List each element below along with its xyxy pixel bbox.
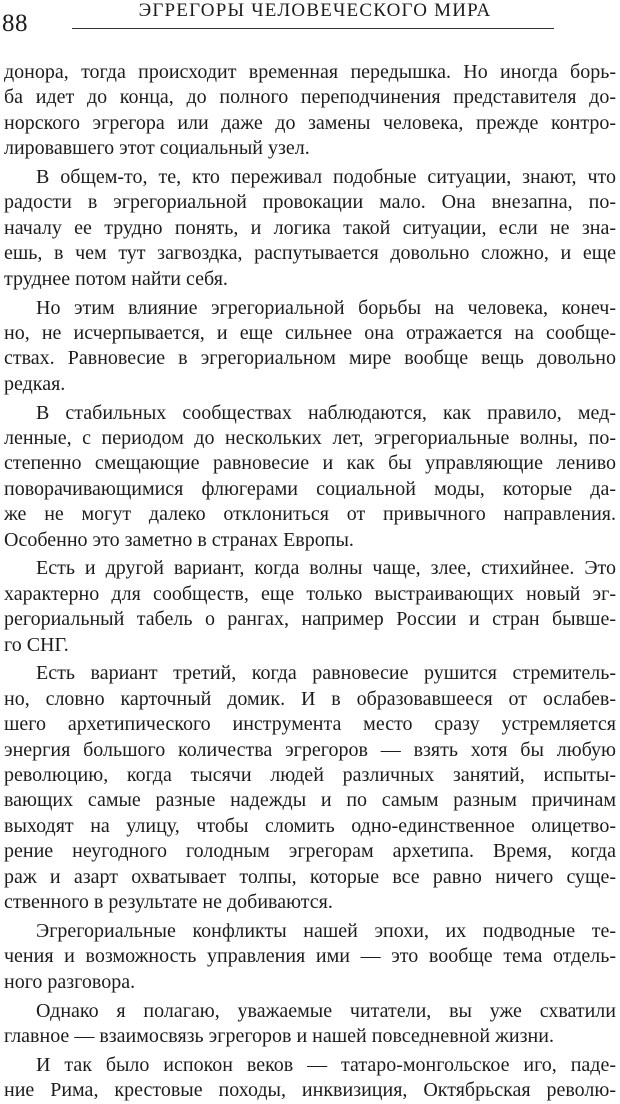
text-line: раж и азарт охватывает толпы, которые все равно ничего суще- (4, 865, 616, 888)
text-line: рение неугодного голодным эгрегорам архетипа. Время, когда (4, 840, 616, 863)
text-line: регориальный табель о рангах, например России и стран бывше- (4, 608, 616, 631)
text-line: ного разговора. (4, 970, 136, 993)
text-line: Однако я полагаю, уважаемые читатели, вы уже схватили (36, 999, 616, 1022)
text-line: В стабильных сообществах наблюдаются, как правило, мед- (36, 401, 616, 424)
text-line: же не могут далеко отклониться от привычного направления. (4, 503, 616, 526)
text-line: труднее потом найти себя. (4, 267, 228, 290)
text-line: но, словно карточный домик. И в образовавшееся от ослабев- (4, 687, 616, 710)
text-line: началу ее трудно понять, и логика такой ситуации, если не зна- (4, 216, 616, 239)
text-line: Есть вариант третий, когда равновесие рушится стремитель- (36, 662, 616, 685)
text-line: главное — взаимосвязь эгрегоров и нашей повседневной жизни. (4, 1024, 554, 1047)
paragraph (4, 556, 616, 658)
header-rule (72, 28, 554, 29)
text-line: степенно смещающие равновесие и как бы управляющие лениво (4, 452, 616, 475)
paragraph (4, 661, 616, 915)
text-body (4, 60, 616, 1104)
text-line: Но этим влияние эгрегориальной борьбы на человека, конеч- (36, 296, 616, 319)
text-line: Особенно это заметно в странах Европы. (4, 528, 354, 551)
text-line: поворачивающимися флюгерами социальной моды, которые да- (4, 477, 616, 500)
text-line: донора, тогда происходит временная передышка. Но иногда борь- (4, 61, 616, 83)
text-line: шего архетипического инструмента место сразу устремляется (4, 713, 616, 736)
text-line: В общем-то, те, кто переживал подобные ситуации, знают, что (36, 166, 616, 189)
page-header (0, 0, 620, 40)
paragraph (4, 401, 616, 553)
text-line: ба идет до конца, до полного переподчинения представителя до- (4, 86, 616, 109)
text-line: выходят на улицу, чтобы сломить одно-единственное олицетво- (4, 814, 616, 837)
paragraph (4, 919, 616, 995)
text-line: ешь, в чем тут загвоздка, распутывается довольно сложно, и еще (4, 242, 616, 265)
text-line: Есть и другой вариант, когда волны чаще, злее, стихийнее. Это (36, 557, 616, 580)
text-line: лировавшего этот социальный узел. (4, 137, 310, 160)
text-line: ственного в результате не добиваются. (4, 891, 333, 913)
paragraph (4, 1053, 616, 1104)
text-line: радости в эгрегориальной провокации мало. Она внезапна, по- (4, 191, 616, 214)
text-line: Эгрегориальные конфликты нашей эпохи, их подводные те- (36, 919, 616, 942)
text-line: характерно для сообществ, еще только выстраивающих новый эг- (4, 582, 616, 605)
text-line: но, не исчерпывается, и еще сильнее она отражается на сообще- (4, 321, 616, 344)
paragraph (4, 296, 616, 398)
text-line: революцию, когда тысячи людей различных занятий, испыты- (4, 764, 616, 787)
text-line: норского эгрегора или даже до замены человека, прежде контро- (4, 111, 616, 134)
text-line: ствах. Равновесие в эгрегориальном мире вообще вещь довольно (4, 347, 616, 370)
text-line: редкая. (4, 372, 66, 395)
running-title: ЭГРЕГОРЫ ЧЕЛОВЕЧЕСКОГО МИРА (138, 0, 492, 21)
paragraph (4, 60, 616, 162)
text-line: вающих самые разные надежды и по самым разным причинам (4, 789, 616, 812)
paragraph (4, 999, 616, 1050)
text-line: ние Рима, крестовые походы, инквизиция, Октябрьская револю- (4, 1079, 616, 1102)
text-line: ленные, с периодом до нескольких лет, эгрегориальные волны, по- (4, 426, 616, 449)
page-number: 88 (2, 10, 28, 37)
text-line: чения и возможность управления ими — это вообще тема отдель- (4, 945, 616, 968)
text-line: И так было испокон веков — татаро-монгольское иго, паде- (36, 1053, 616, 1076)
paragraph (4, 165, 616, 292)
text-line: энергия большого количества эгрегоров — взять хотя бы любую (4, 738, 616, 761)
text-line: го СНГ. (4, 633, 69, 656)
